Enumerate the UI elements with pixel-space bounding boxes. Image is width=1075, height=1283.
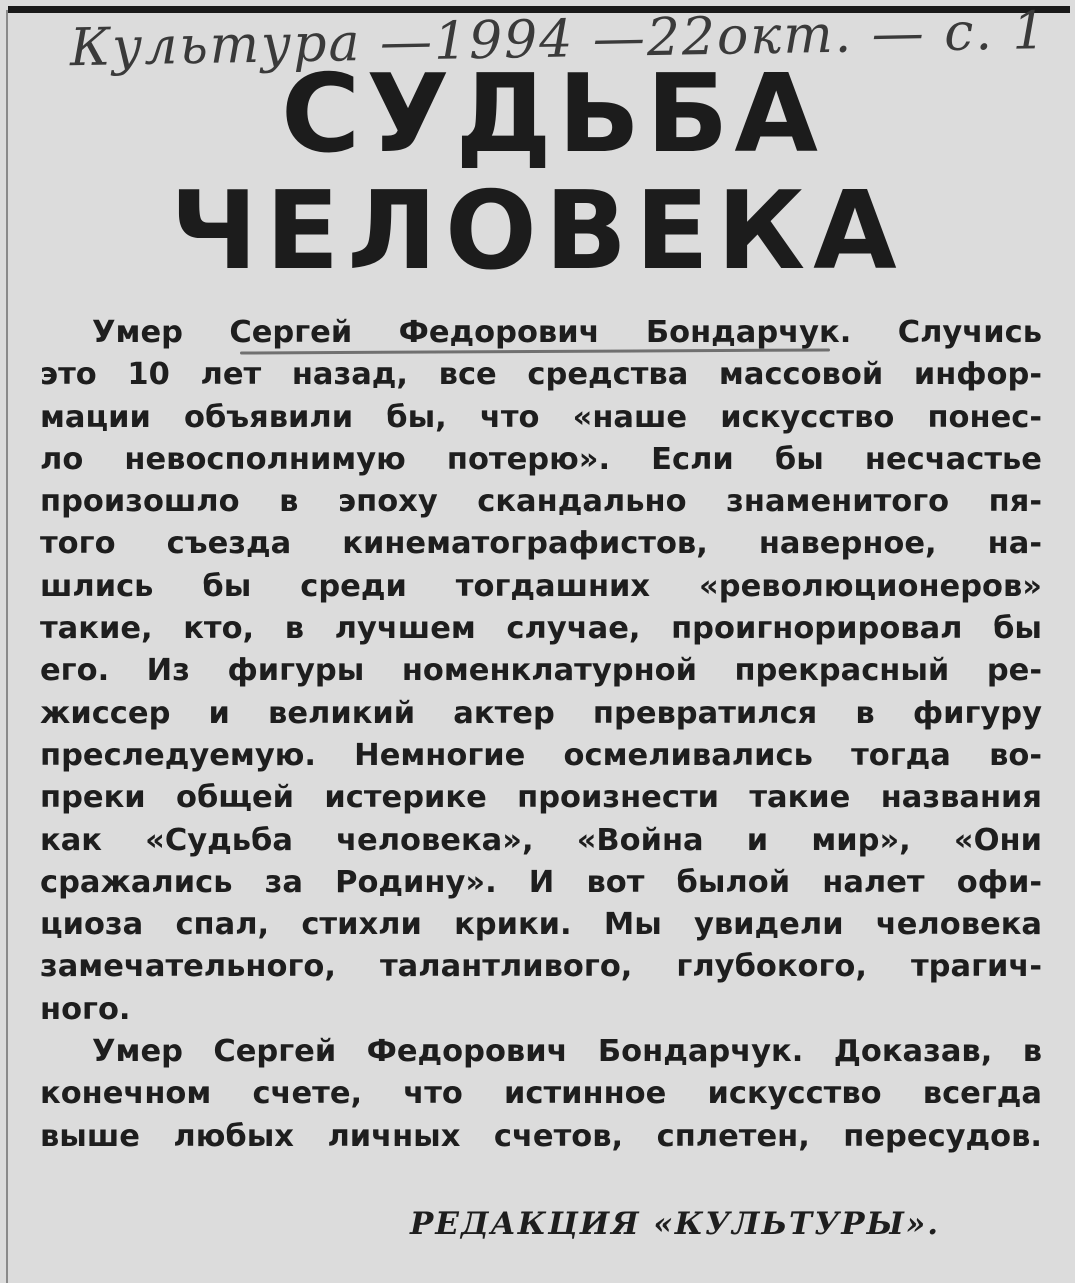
text-line: жиссер и великий актер превратился в фигуру — [40, 695, 1042, 731]
paragraph-1 — [40, 312, 1042, 1031]
text-line: это 10 лет назад, все средства массовой инфор- — [40, 357, 1042, 393]
text-line: сражались за Родину». И вот былой налет офи- — [40, 864, 1042, 900]
text-line: преки общей истерике произнести такие названия — [40, 780, 1042, 816]
headline-line-2: ЧЕЛОВЕКА — [170, 169, 905, 294]
text-line: произошло в эпоху скандально знаменитого пя- — [40, 484, 1042, 520]
text-line: такие, кто, в лучшем случае, проигнорировал бы — [40, 611, 1042, 647]
paragraph-2 — [40, 1031, 1042, 1158]
headline-line-1: СУДЬБА — [281, 52, 824, 177]
signature: РЕДАКЦИЯ «КУЛЬТУРЫ». — [410, 1206, 941, 1242]
text-line: замечательного, талантливого, глубокого, трагич- — [40, 949, 1042, 985]
text-line: его. Из фигуры номенклатурной прекрасный ре- — [40, 653, 1042, 689]
text-line: Умер Сергей Федорович Бондарчук. Доказав, в — [92, 1034, 1042, 1070]
text-line: выше любых личных счетов, сплетен, пересудов. — [40, 1118, 1042, 1154]
text-line: конечном счете, что истинное искусство всегда — [40, 1076, 1042, 1112]
text-line: преследуемую. Немногие осмеливались тогда во- — [40, 737, 1042, 773]
text-line: ного. — [40, 991, 131, 1027]
article-body — [40, 312, 1042, 1158]
handwritten-note: Культура —1994 —22окт. — с. 1 — [69, 1, 1048, 79]
text-line: мации объявили бы, что «наше искусство понес- — [40, 399, 1042, 435]
text-line: шлись бы среди тогдашних «революционеров» — [40, 568, 1042, 604]
text-line: Умер Сергей Федорович Бондарчук. Случись — [92, 315, 1042, 350]
text-line: циоза спал, стихли крики. Мы увидели человека — [40, 907, 1042, 943]
text-line: того съезда кинематографистов, наверное, на- — [40, 526, 1042, 562]
text-line: как «Судьба человека», «Война и мир», «Они — [40, 822, 1042, 858]
text-line: ло невосполнимую потерю». Если бы несчастье — [40, 441, 1042, 477]
